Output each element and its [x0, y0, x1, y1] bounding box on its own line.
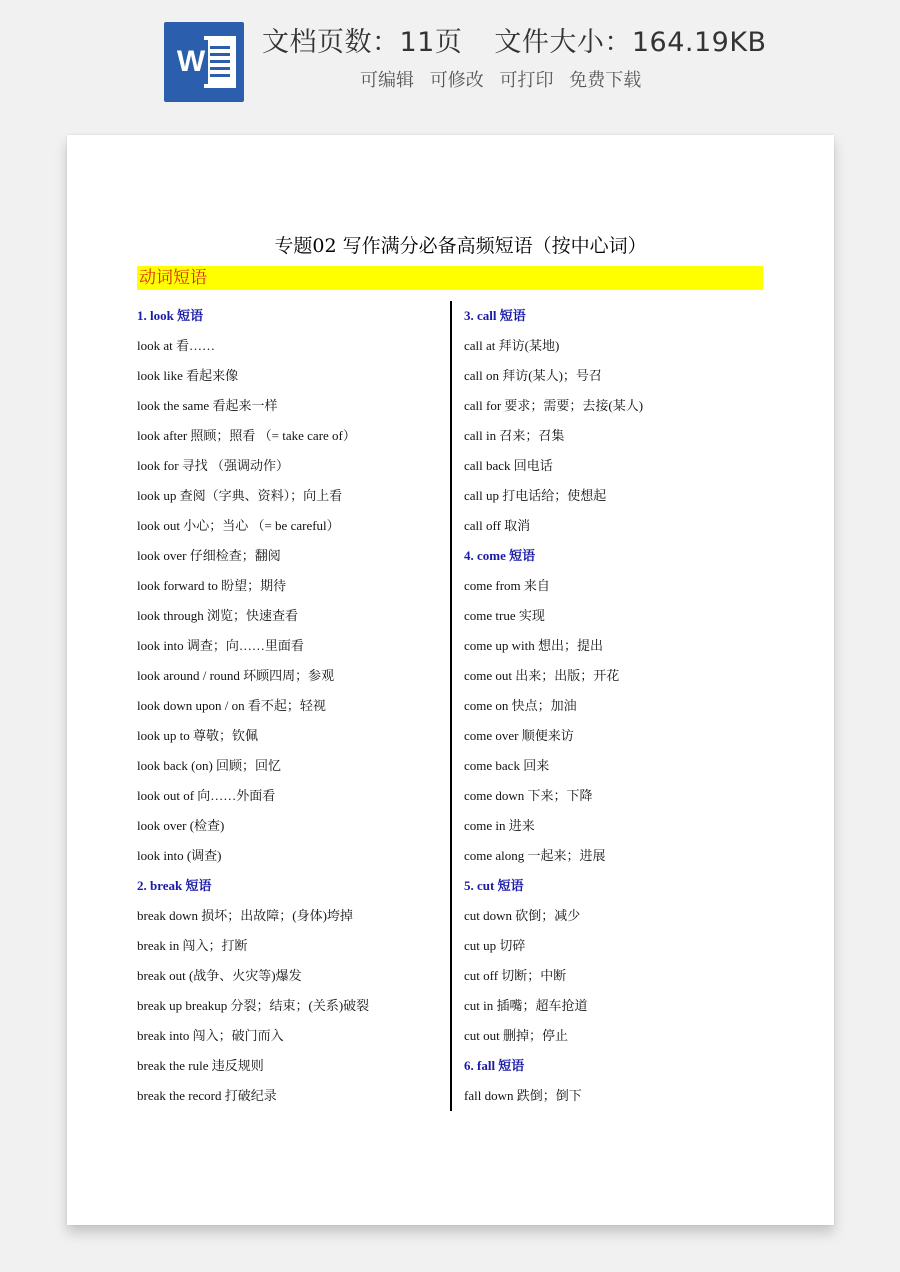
phrase-group-heading: 5. cut 短语	[464, 878, 524, 893]
phrase-group-heading: 1. look 短语	[137, 308, 204, 323]
phrase-entry: break into 闯入；破门而入	[137, 1028, 284, 1043]
word-icon-page	[204, 36, 236, 88]
phrase-entry: look into (调查)	[137, 848, 222, 863]
phrase-entry: break in 闯入；打断	[137, 938, 248, 953]
section-heading-bar	[137, 266, 763, 290]
phrase-entry: call on 拜访(某人)；号召	[464, 368, 602, 383]
phrase-entry: break up breakup 分裂；结束；(关系)破裂	[137, 998, 370, 1013]
document-page	[67, 135, 834, 1225]
phrase-entry: call for 要求；需要；去接(某人)	[464, 398, 644, 413]
phrase-entry: come true 实现	[464, 608, 545, 623]
phrase-entry: look back (on) 回顾；回忆	[137, 758, 282, 773]
section-heading: 动词短语	[139, 268, 207, 288]
phrase-entry: cut out 删掉；停止	[464, 1028, 568, 1043]
word-icon-letter: W	[174, 40, 208, 84]
right-column	[464, 303, 764, 1113]
phrase-entry: look through 浏览；快速查看	[137, 608, 299, 623]
phrase-entry: look into 调查；向……里面看	[137, 638, 304, 653]
phrase-entry: come down 下来；下降	[464, 788, 593, 803]
file-features	[360, 66, 651, 92]
phrase-entry: come up with 想出；提出	[464, 638, 604, 653]
phrase-entry: look out of 向……外面看	[137, 788, 276, 803]
phrase-entry: look like 看起来像	[137, 368, 239, 383]
phrase-entry: break down 损坏；出故障；(身体)垮掉	[137, 908, 353, 923]
phrase-group-heading: 4. come 短语	[464, 548, 536, 563]
phrase-entry: look up 查阅（字典、资料）；向上看	[137, 488, 343, 503]
phrase-entry: fall down 跌倒；倒下	[464, 1088, 582, 1103]
phrase-entry: cut in 插嘴；超车抢道	[464, 998, 588, 1013]
feature-modifiable: 可修改	[429, 70, 484, 91]
feature-free-download: 免费下载	[569, 70, 642, 91]
phrase-entry: look over (检查)	[137, 818, 225, 833]
phrase-entry: break out (战争、火灾等)爆发	[137, 968, 302, 983]
page-count: 文档页数：11页	[262, 27, 463, 58]
phrase-entry: look for 寻找 （强调动作）	[137, 458, 290, 473]
phrase-entry: cut up 切碎	[464, 938, 526, 953]
column-divider	[450, 301, 452, 1111]
phrase-group-heading: 2. break 短语	[137, 878, 212, 893]
word-document-icon	[164, 22, 244, 102]
phrase-entry: come out 出来；出版；开花	[464, 668, 620, 683]
left-column	[137, 303, 447, 1113]
phrase-entry: call in 召来；召集	[464, 428, 565, 443]
phrase-entry: cut off 切断；中断	[464, 968, 567, 983]
phrase-entry: come back 回来	[464, 758, 550, 773]
file-size: 文件大小：164.19KB	[494, 27, 767, 58]
feature-printable: 可打印	[499, 70, 554, 91]
phrase-entry: look after 照顾；照看 （= take care of）	[137, 428, 356, 443]
feature-editable: 可编辑	[360, 70, 414, 91]
phrase-entry: call at 拜访(某地)	[464, 338, 560, 353]
file-stats	[262, 20, 767, 59]
phrase-entry: come on 快点；加油	[464, 698, 577, 713]
phrase-entry: look forward to 盼望；期待	[137, 578, 287, 593]
phrase-entry: call up 打电话给；使想起	[464, 488, 607, 503]
phrase-entry: look at 看……	[137, 338, 215, 353]
phrase-entry: come along 一起来；进展	[464, 848, 606, 863]
phrase-entry: come in 进来	[464, 818, 535, 833]
phrase-entry: break the rule 违反规则	[137, 1058, 264, 1073]
phrase-entry: look the same 看起来一样	[137, 398, 278, 413]
phrase-entry: look up to 尊敬；钦佩	[137, 728, 258, 743]
phrase-entry: look down upon / on 看不起；轻视	[137, 698, 326, 713]
phrase-entry: call off 取消	[464, 518, 531, 533]
document-title: 专题02 写作满分必备高频短语（按中心词）	[274, 235, 647, 257]
phrase-entry: call back 回电话	[464, 458, 553, 473]
phrase-entry: break the record 打破纪录	[137, 1088, 277, 1103]
phrase-group-heading: 3. call 短语	[464, 308, 526, 323]
phrase-entry: cut down 砍倒；减少	[464, 908, 581, 923]
phrase-entry: look around / round 环顾四周；参观	[137, 668, 335, 683]
phrase-entry: look out 小心；当心 （= be careful）	[137, 518, 340, 533]
phrase-entry: come over 顺便来访	[464, 728, 574, 743]
phrase-entry: look over 仔细检查；翻阅	[137, 548, 281, 563]
phrase-group-heading: 6. fall 短语	[464, 1058, 525, 1073]
phrase-entry: come from 来自	[464, 578, 550, 593]
download-banner	[0, 0, 900, 120]
